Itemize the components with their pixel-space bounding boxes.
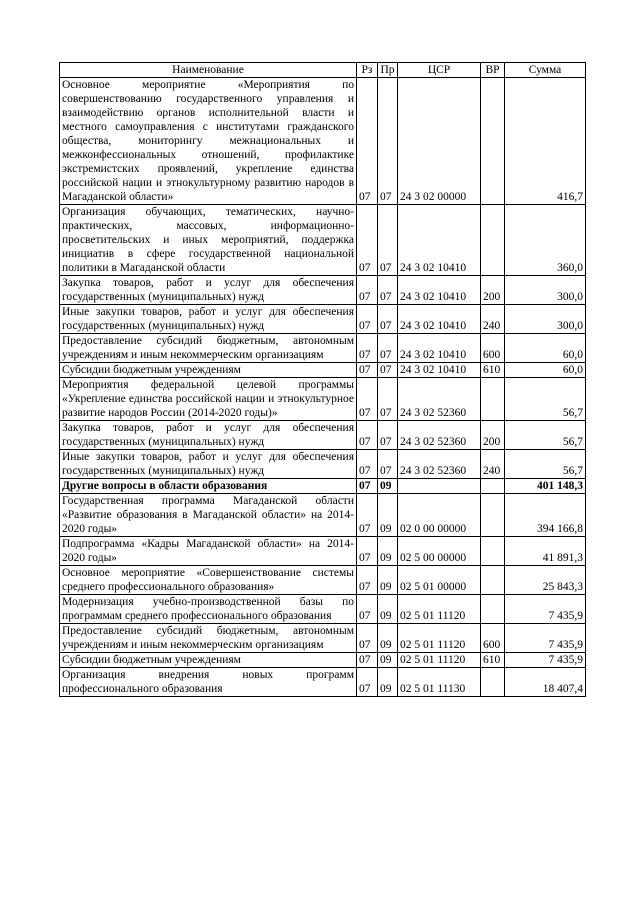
row-pr: 07 bbox=[378, 205, 398, 276]
row-name: Иные закупки товаров, работ и услуг для обеспечения государственных (муниципальных) нужд bbox=[60, 450, 357, 479]
row-csr: 02 5 00 00000 bbox=[398, 537, 481, 566]
row-vr: 200 bbox=[481, 276, 505, 305]
row-rz: 07 bbox=[357, 566, 378, 595]
row-rz: 07 bbox=[357, 276, 378, 305]
row-vr bbox=[481, 479, 505, 494]
table-row bbox=[60, 668, 586, 697]
row-rz: 07 bbox=[357, 363, 378, 378]
row-name: Основное мероприятие «Совершенствование системы среднего профессионального образования» bbox=[60, 566, 357, 595]
row-csr: 02 5 01 11120 bbox=[398, 595, 481, 624]
row-sum: 394 166,8 bbox=[505, 494, 586, 537]
row-rz: 07 bbox=[357, 494, 378, 537]
table-row bbox=[60, 537, 586, 566]
row-csr bbox=[398, 479, 481, 494]
row-name: Модернизация учебно-производственной базы по программам среднего профессионального образования bbox=[60, 595, 357, 624]
row-name: Мероприятия федеральной целевой программы «Укрепление единства российской нации и этнокультурное развитие народов России (2014-2020 годы)» bbox=[60, 378, 357, 421]
row-csr: 24 3 02 52360 bbox=[398, 421, 481, 450]
table-row bbox=[60, 305, 586, 334]
row-sum: 401 148,3 bbox=[505, 479, 586, 494]
row-rz: 07 bbox=[357, 537, 378, 566]
table-row bbox=[60, 450, 586, 479]
table-header-row bbox=[60, 63, 586, 78]
row-sum: 416,7 bbox=[505, 78, 586, 205]
row-rz: 07 bbox=[357, 624, 378, 653]
table-row bbox=[60, 378, 586, 421]
row-vr: 240 bbox=[481, 305, 505, 334]
row-rz: 07 bbox=[357, 668, 378, 697]
row-pr: 07 bbox=[378, 305, 398, 334]
row-pr: 09 bbox=[378, 479, 398, 494]
table-body bbox=[60, 78, 586, 697]
row-name: Предоставление субсидий бюджетным, автономным учреждениям и иным некоммерческим организациям bbox=[60, 624, 357, 653]
table-row bbox=[60, 78, 586, 205]
row-name: Закупка товаров, работ и услуг для обеспечения государственных (муниципальных) нужд bbox=[60, 276, 357, 305]
row-name: Основное мероприятие «Мероприятия по совершенствованию государственного управления и взаимодействию органов исполнительной власти и местного самоуправления с институтами гражданского общества, мониторингу межнациональных и межконфессиональных отношений, профилактике экстремистских проявлений, укрепление единства российской нации и этнокультурному развитию народов в Магаданской области» bbox=[60, 78, 357, 205]
row-sum: 7 435,9 bbox=[505, 595, 586, 624]
row-name: Предоставление субсидий бюджетным, автономным учреждениям и иным некоммерческим организациям bbox=[60, 334, 357, 363]
row-csr: 24 3 02 10410 bbox=[398, 276, 481, 305]
row-vr: 200 bbox=[481, 421, 505, 450]
budget-table-page bbox=[59, 62, 585, 697]
row-sum: 60,0 bbox=[505, 334, 586, 363]
header-name: Наименование bbox=[60, 63, 357, 78]
row-pr: 07 bbox=[378, 450, 398, 479]
row-vr bbox=[481, 378, 505, 421]
row-vr bbox=[481, 78, 505, 205]
row-csr: 02 5 01 11120 bbox=[398, 653, 481, 668]
row-csr: 02 5 01 11120 bbox=[398, 624, 481, 653]
row-pr: 07 bbox=[378, 78, 398, 205]
row-sum: 56,7 bbox=[505, 421, 586, 450]
row-sum: 7 435,9 bbox=[505, 624, 586, 653]
row-vr bbox=[481, 668, 505, 697]
table-row bbox=[60, 494, 586, 537]
row-sum: 56,7 bbox=[505, 450, 586, 479]
row-pr: 09 bbox=[378, 653, 398, 668]
header-rz: Рз bbox=[357, 63, 378, 78]
row-csr: 02 5 01 00000 bbox=[398, 566, 481, 595]
header-sum: Сумма bbox=[505, 63, 586, 78]
row-sum: 360,0 bbox=[505, 205, 586, 276]
row-vr: 240 bbox=[481, 450, 505, 479]
row-vr: 600 bbox=[481, 624, 505, 653]
row-pr: 09 bbox=[378, 537, 398, 566]
row-sum: 41 891,3 bbox=[505, 537, 586, 566]
row-name: Государственная программа Магаданской области «Развитие образования в Магаданской области» на 2014-2020 годы» bbox=[60, 494, 357, 537]
table-row bbox=[60, 276, 586, 305]
row-name: Организация внедрения новых программ профессионального образования bbox=[60, 668, 357, 697]
row-pr: 07 bbox=[378, 421, 398, 450]
row-rz: 07 bbox=[357, 450, 378, 479]
row-csr: 02 0 00 00000 bbox=[398, 494, 481, 537]
row-sum: 300,0 bbox=[505, 305, 586, 334]
row-sum: 18 407,4 bbox=[505, 668, 586, 697]
row-csr: 24 3 02 10410 bbox=[398, 305, 481, 334]
row-rz: 07 bbox=[357, 305, 378, 334]
row-name: Субсидии бюджетным учреждениям bbox=[60, 363, 357, 378]
row-pr: 09 bbox=[378, 668, 398, 697]
row-vr: 610 bbox=[481, 363, 505, 378]
row-name: Другие вопросы в области образования bbox=[60, 479, 357, 494]
row-csr: 24 3 02 10410 bbox=[398, 205, 481, 276]
row-rz: 07 bbox=[357, 421, 378, 450]
row-rz: 07 bbox=[357, 378, 378, 421]
row-vr: 600 bbox=[481, 334, 505, 363]
row-pr: 09 bbox=[378, 595, 398, 624]
row-rz: 07 bbox=[357, 479, 378, 494]
row-sum: 25 843,3 bbox=[505, 566, 586, 595]
table-row bbox=[60, 334, 586, 363]
row-csr: 24 3 02 52360 bbox=[398, 378, 481, 421]
row-sum: 300,0 bbox=[505, 276, 586, 305]
table-row bbox=[60, 421, 586, 450]
table-row bbox=[60, 479, 586, 494]
row-csr: 02 5 01 11130 bbox=[398, 668, 481, 697]
row-vr bbox=[481, 494, 505, 537]
row-csr: 24 3 02 10410 bbox=[398, 363, 481, 378]
row-rz: 07 bbox=[357, 78, 378, 205]
row-rz: 07 bbox=[357, 334, 378, 363]
row-name: Организация обучающих, тематических, научно-практических, массовых, информационно-просветительских и иных мероприятий, поддержка инициатив в сфере государственной национальной политики в Магаданской области bbox=[60, 205, 357, 276]
header-vr: ВР bbox=[481, 63, 505, 78]
row-pr: 09 bbox=[378, 624, 398, 653]
row-pr: 09 bbox=[378, 494, 398, 537]
row-rz: 07 bbox=[357, 595, 378, 624]
row-sum: 60,0 bbox=[505, 363, 586, 378]
row-vr bbox=[481, 566, 505, 595]
row-pr: 07 bbox=[378, 276, 398, 305]
row-vr bbox=[481, 205, 505, 276]
budget-table bbox=[59, 62, 586, 697]
row-pr: 07 bbox=[378, 378, 398, 421]
header-pr: Пр bbox=[378, 63, 398, 78]
row-rz: 07 bbox=[357, 205, 378, 276]
row-csr: 24 3 02 00000 bbox=[398, 78, 481, 205]
row-name: Подпрограмма «Кадры Магаданской области» на 2014-2020 годы» bbox=[60, 537, 357, 566]
row-pr: 09 bbox=[378, 566, 398, 595]
row-pr: 07 bbox=[378, 334, 398, 363]
table-row bbox=[60, 566, 586, 595]
table-row bbox=[60, 624, 586, 653]
row-name: Иные закупки товаров, работ и услуг для обеспечения государственных (муниципальных) нужд bbox=[60, 305, 357, 334]
row-name: Закупка товаров, работ и услуг для обеспечения государственных (муниципальных) нужд bbox=[60, 421, 357, 450]
row-vr: 610 bbox=[481, 653, 505, 668]
row-vr bbox=[481, 537, 505, 566]
row-csr: 24 3 02 52360 bbox=[398, 450, 481, 479]
table-row bbox=[60, 205, 586, 276]
header-csr: ЦСР bbox=[398, 63, 481, 78]
row-sum: 7 435,9 bbox=[505, 653, 586, 668]
row-pr: 07 bbox=[378, 363, 398, 378]
row-rz: 07 bbox=[357, 653, 378, 668]
table-row bbox=[60, 595, 586, 624]
table-row bbox=[60, 363, 586, 378]
row-vr bbox=[481, 595, 505, 624]
row-sum: 56,7 bbox=[505, 378, 586, 421]
row-name: Субсидии бюджетным учреждениям bbox=[60, 653, 357, 668]
row-csr: 24 3 02 10410 bbox=[398, 334, 481, 363]
table-row bbox=[60, 653, 586, 668]
